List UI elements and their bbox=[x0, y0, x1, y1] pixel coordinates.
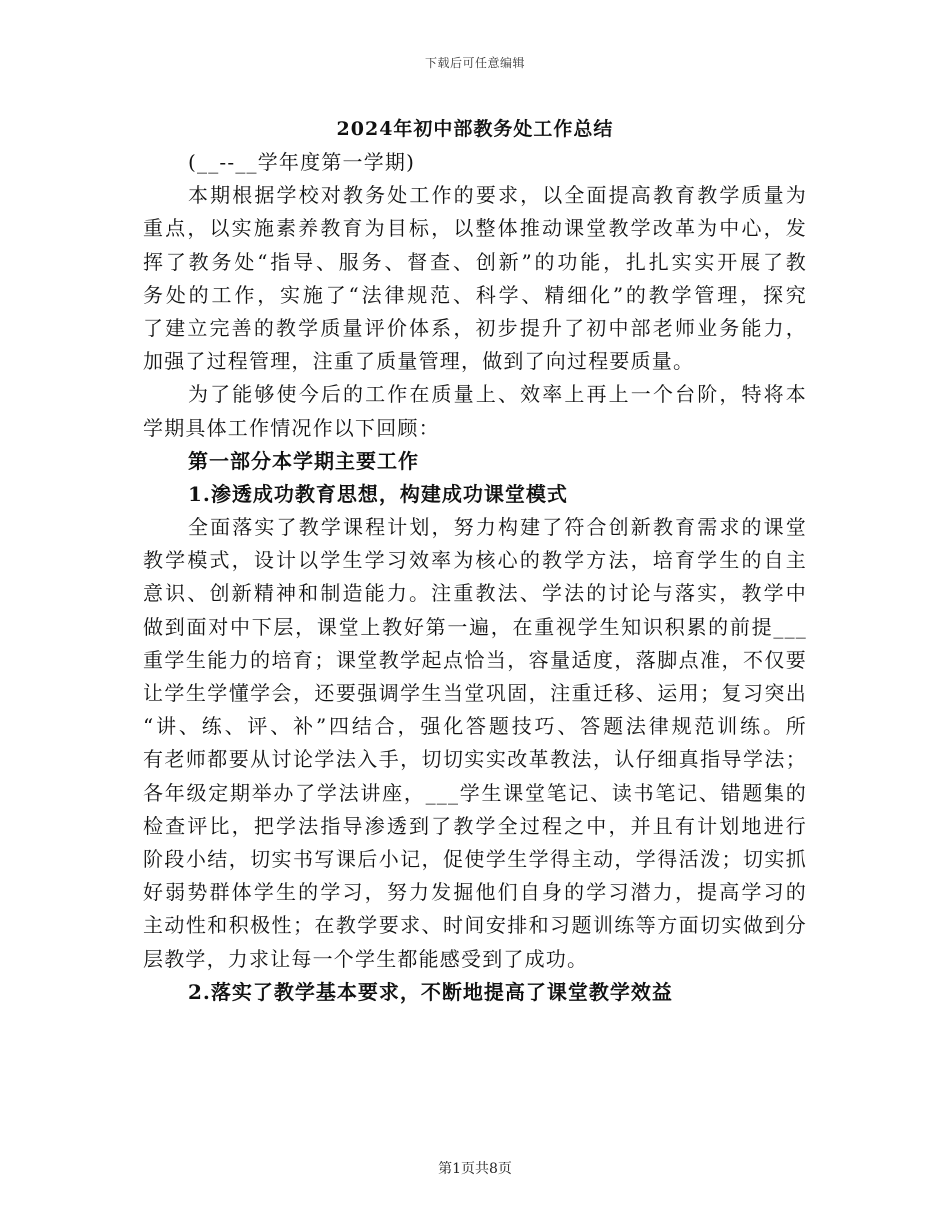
document-title: 2024年初中部教务处工作总结 bbox=[336, 118, 614, 140]
paragraph-line: 各年级定期举办了学法讲座，___学生课堂笔记、读书笔记、错题集的 bbox=[143, 780, 807, 805]
paragraph-line: 本期根据学校对教务处工作的要求，以全面提高教育教学质量为 bbox=[188, 183, 807, 208]
semester-note: (__--__学年度第一学期) bbox=[188, 150, 416, 174]
header-note: 下载后可任意编辑 bbox=[424, 56, 525, 70]
paragraph-line: 务处的工作，实施了“法律规范、科学、精细化”的教学管理，探究 bbox=[143, 282, 807, 307]
paragraph-line: 学期具体工作情况作以下回顾： bbox=[143, 415, 440, 440]
paragraph-line: 意识、创新精神和制造能力。注重教法、学法的讨论与落实，教学中 bbox=[143, 581, 807, 606]
paragraph-line: “讲、练、评、补”四结合，强化答题技巧、答题法律规范训练。所 bbox=[143, 714, 807, 739]
paragraph-line: 有老师都要从讨论学法入手，切切实实改革教法，认仔细真指导学法； bbox=[143, 747, 807, 772]
paragraph-line: 教学模式，设计以学生学习效率为核心的教学方法，培育学生的自主 bbox=[143, 548, 807, 573]
document-body bbox=[143, 146, 807, 1009]
paragraph-line: 检查评比，把学法指导渗透到了教学全过程之中，并且有计划地进行 bbox=[143, 813, 807, 838]
paragraph-line: 了建立完善的教学质量评价体系，初步提升了初中部老师业务能力， bbox=[143, 315, 807, 340]
paragraph-line: 重学生能力的培育；课堂教学起点恰当，容量适度，落脚点准，不仅要 bbox=[143, 647, 807, 672]
subsection-heading: 1.渗透成功教育思想，构建成功课堂模式 bbox=[188, 481, 568, 506]
paragraph-line: 为了能够使今后的工作在质量上、效率上再上一个台阶，特将本 bbox=[188, 382, 807, 407]
page-number: 第1页共8页 bbox=[438, 1161, 512, 1177]
paragraph-line: 重点，以实施素养教育为目标，以整体推动课堂教学改革为中心，发 bbox=[143, 216, 807, 241]
paragraph-line: 全面落实了教学课程计划，努力构建了符合创新教育需求的课堂 bbox=[188, 515, 807, 540]
paragraph-line: 层教学，力求让每一个学生都能感受到了成功。 bbox=[143, 946, 589, 971]
paragraph-line: 好弱势群体学生的学习，努力发掘他们自身的学习潜力，提高学习的 bbox=[143, 880, 807, 905]
section-heading: 第一部分本学期主要工作 bbox=[188, 448, 419, 473]
paragraph-line: 加强了过程管理，注重了质量管理，做到了向过程要质量。 bbox=[143, 349, 695, 374]
subsection-heading: 2.落实了教学基本要求，不断地提高了课堂教学效益 bbox=[188, 979, 673, 1004]
paragraph-line: 挥了教务处“指导、服务、督查、创新”的功能，扎扎实实开展了教 bbox=[143, 249, 807, 274]
paragraph-line: 做到面对中下层，课堂上教好第一遍，在重视学生知识积累的前提___ bbox=[143, 614, 807, 639]
paragraph-line: 让学生学懂学会，还要强调学生当堂巩固，注重迁移、运用；复习突出 bbox=[143, 681, 807, 705]
paragraph-line: 主动性和积极性；在教学要求、时间安排和习题训练等方面切实做到分 bbox=[143, 913, 807, 938]
paragraph-line: 阶段小结，切实书写课后小记，促使学生学得主动，学得活泼；切实抓 bbox=[143, 846, 807, 871]
